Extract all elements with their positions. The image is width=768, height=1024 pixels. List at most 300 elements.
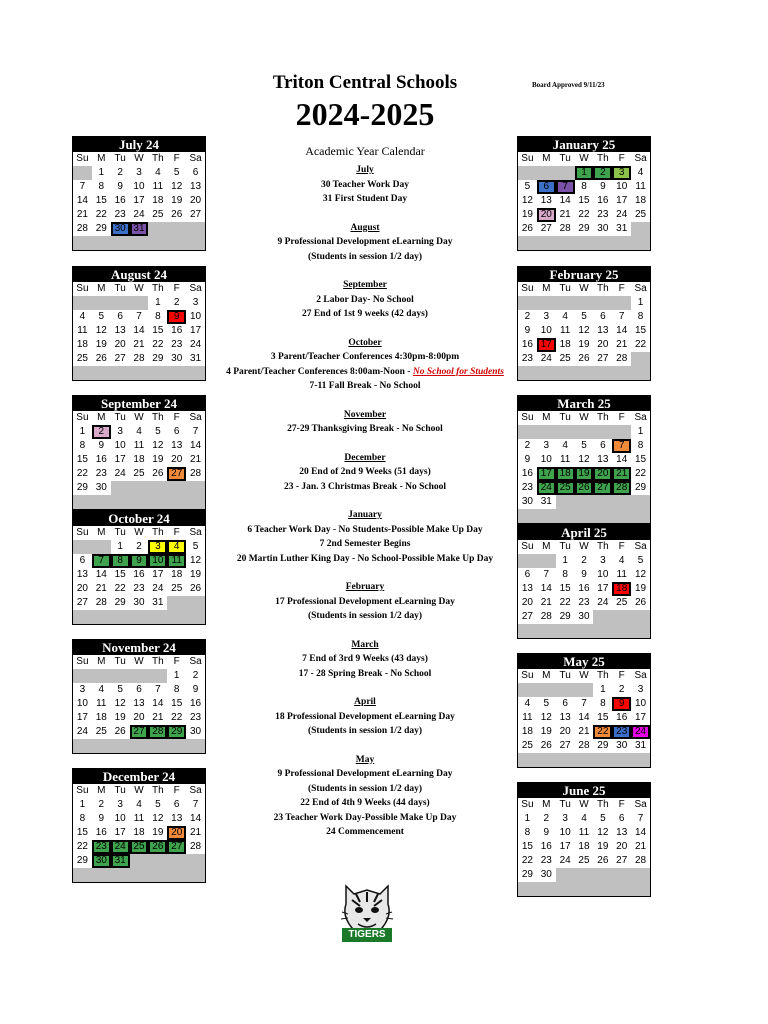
calendar-day: 18 — [130, 826, 149, 840]
calendar-day: 14 — [73, 194, 92, 208]
calendar-day: 18 — [167, 568, 186, 582]
weekday-header: Sa — [631, 152, 650, 166]
calendar-day: 11 — [612, 568, 631, 582]
calendar-day: 2 — [518, 310, 537, 324]
calendar-empty-cell — [167, 854, 186, 868]
calendar-empty-cell — [73, 296, 92, 310]
calendar-day: 23 — [518, 481, 537, 495]
calendar-day: 13 — [556, 711, 575, 725]
weekday-header: Th — [148, 152, 167, 166]
calendar-footer — [518, 509, 650, 523]
calendar-day: 19 — [148, 826, 167, 840]
calendar-empty-cell — [593, 610, 612, 624]
event-line: 24 Commencement — [326, 827, 404, 837]
calendar-day: 22 — [148, 338, 167, 352]
calendar-day: 10 — [130, 180, 149, 194]
school-title: Triton Central Schools — [272, 72, 458, 93]
calendar-empty-cell — [631, 610, 650, 624]
calendar-day: 2 — [167, 296, 186, 310]
calendar-day: 20 — [111, 338, 130, 352]
calendar-empty-cell — [556, 166, 575, 180]
weekday-header: Sa — [631, 798, 650, 812]
calendar-day: 5 — [575, 439, 594, 453]
calendar-day-highlighted: 30 — [111, 222, 130, 236]
weekday-header: M — [537, 669, 556, 683]
calendar-day: 24 — [148, 582, 167, 596]
calendar-october-24 — [72, 510, 206, 625]
calendar-grid — [518, 152, 650, 236]
event-line: 17 Professional Development eLearning Day — [275, 596, 455, 607]
calendar-day: 13 — [130, 697, 149, 711]
calendar-day: 3 — [111, 798, 130, 812]
calendar-empty-cell — [186, 222, 205, 236]
calendar-day: 26 — [631, 596, 650, 610]
calendar-day: 19 — [537, 725, 556, 739]
calendar-day: 15 — [73, 826, 92, 840]
weekday-header: Su — [73, 411, 92, 425]
calendar-day: 26 — [186, 582, 205, 596]
weekday-header: F — [612, 540, 631, 554]
calendar-day: 18 — [631, 194, 650, 208]
calendar-day: 15 — [73, 453, 92, 467]
calendar-day: 14 — [612, 324, 631, 338]
calendar-empty-cell — [612, 296, 631, 310]
calendar-day: 2 — [575, 554, 594, 568]
calendar-april-25 — [517, 524, 651, 639]
calendar-day: 22 — [73, 467, 92, 481]
event-line: (Students in session 1/2 day) — [307, 783, 423, 794]
weekday-header: F — [167, 411, 186, 425]
calendar-day: 15 — [593, 711, 612, 725]
calendar-day: 23 — [575, 596, 594, 610]
calendar-day: 19 — [92, 338, 111, 352]
weekday-header: F — [167, 526, 186, 540]
calendar-day: 23 — [167, 338, 186, 352]
calendar-empty-cell — [537, 166, 556, 180]
weekday-header: Th — [593, 152, 612, 166]
calendar-day: 7 — [631, 812, 650, 826]
calendar-day: 5 — [537, 697, 556, 711]
calendar-day: 22 — [575, 208, 594, 222]
event-line: 23 - Jan. 3 Christmas Break - No School — [283, 481, 447, 492]
calendar-day: 25 — [130, 467, 149, 481]
calendar-footer — [73, 366, 205, 380]
calendar-day: 24 — [537, 352, 556, 366]
calendar-day: 10 — [556, 826, 575, 840]
calendar-empty-cell — [612, 495, 631, 509]
calendar-day: 3 — [537, 310, 556, 324]
calendar-day: 3 — [537, 439, 556, 453]
weekday-header: Tu — [111, 655, 130, 669]
weekday-header: Tu — [111, 784, 130, 798]
calendar-day: 21 — [148, 711, 167, 725]
calendar-day: 30 — [612, 739, 631, 753]
calendar-day-highlighted: 18 — [556, 467, 575, 481]
calendar-empty-cell — [612, 610, 631, 624]
calendar-footer — [73, 495, 205, 509]
calendar-december-24 — [72, 768, 206, 883]
calendar-day: 24 — [130, 208, 149, 222]
calendar-day: 6 — [130, 683, 149, 697]
calendar-day: 6 — [73, 554, 92, 568]
calendar-day-highlighted: 2 — [593, 166, 612, 180]
calendar-day: 18 — [556, 338, 575, 352]
calendar-day: 23 — [130, 582, 149, 596]
event-month-heading: November — [343, 409, 387, 420]
event-line: 18 Professional Development eLearning Day — [275, 711, 455, 722]
weekday-header: Tu — [556, 152, 575, 166]
weekday-header: M — [537, 152, 556, 166]
weekday-header: Tu — [556, 669, 575, 683]
calendar-day: 17 — [148, 568, 167, 582]
calendar-day: 8 — [631, 310, 650, 324]
calendar-day: 7 — [130, 310, 149, 324]
calendar-day: 17 — [111, 453, 130, 467]
calendar-day: 19 — [111, 711, 130, 725]
calendar-day: 6 — [593, 310, 612, 324]
calendar-day: 24 — [111, 467, 130, 481]
calendar-title: March 25 — [518, 396, 650, 411]
calendar-day: 5 — [575, 310, 594, 324]
calendar-day: 13 — [612, 826, 631, 840]
calendar-day: 7 — [186, 798, 205, 812]
calendar-empty-cell — [631, 222, 650, 236]
calendar-empty-cell — [73, 669, 92, 683]
calendar-day: 29 — [593, 739, 612, 753]
calendar-day: 12 — [148, 812, 167, 826]
calendar-empty-cell — [186, 596, 205, 610]
weekday-header: Sa — [186, 411, 205, 425]
calendar-empty-cell — [575, 868, 594, 882]
calendar-day: 17 — [186, 324, 205, 338]
calendar-day: 9 — [593, 180, 612, 194]
calendar-day-highlighted: 7 — [92, 554, 111, 568]
calendar-day: 14 — [631, 826, 650, 840]
calendar-day: 26 — [148, 467, 167, 481]
calendar-day: 13 — [73, 568, 92, 582]
calendar-day: 22 — [111, 582, 130, 596]
calendar-day: 18 — [73, 338, 92, 352]
calendar-day: 14 — [575, 711, 594, 725]
calendar-day: 14 — [186, 812, 205, 826]
calendar-day: 27 — [593, 352, 612, 366]
weekday-header: M — [92, 655, 111, 669]
calendar-day: 7 — [186, 425, 205, 439]
calendar-day: 30 — [593, 222, 612, 236]
calendar-title: December 24 — [73, 769, 205, 784]
calendar-grid — [73, 526, 205, 610]
calendar-day: 29 — [518, 868, 537, 882]
weekday-header: Tu — [556, 798, 575, 812]
weekday-header: Tu — [556, 540, 575, 554]
calendar-day: 16 — [130, 568, 149, 582]
calendar-day: 6 — [518, 568, 537, 582]
calendar-day: 21 — [92, 582, 111, 596]
calendar-day: 11 — [556, 453, 575, 467]
calendar-day-highlighted: 18 — [612, 582, 631, 596]
calendar-grid — [518, 669, 650, 753]
calendar-day: 8 — [92, 180, 111, 194]
calendar-day: 15 — [148, 324, 167, 338]
weekday-header: Su — [518, 282, 537, 296]
calendar-empty-cell — [575, 683, 594, 697]
event-month-heading: August — [350, 222, 380, 233]
weekday-header: Th — [593, 669, 612, 683]
calendar-day: 13 — [593, 324, 612, 338]
event-line: 30 Teacher Work Day — [320, 179, 410, 190]
calendar-day: 25 — [167, 582, 186, 596]
calendar-empty-cell — [111, 669, 130, 683]
calendar-day: 30 — [575, 610, 594, 624]
calendar-day: 9 — [575, 568, 594, 582]
calendar-day: 15 — [167, 697, 186, 711]
calendar-day: 14 — [186, 439, 205, 453]
calendar-day: 18 — [518, 725, 537, 739]
calendar-day: 26 — [92, 352, 111, 366]
calendar-day: 5 — [631, 554, 650, 568]
event-month-heading: March — [351, 639, 379, 650]
calendar-grid — [518, 411, 650, 509]
calendar-day: 2 — [111, 166, 130, 180]
calendar-day: 26 — [167, 208, 186, 222]
weekday-header: F — [612, 411, 631, 425]
calendar-day: 10 — [186, 310, 205, 324]
calendar-empty-cell — [167, 596, 186, 610]
calendar-empty-cell — [92, 296, 111, 310]
calendar-day: 4 — [148, 166, 167, 180]
calendar-day: 8 — [593, 697, 612, 711]
calendar-day: 30 — [167, 352, 186, 366]
weekday-header: Su — [518, 152, 537, 166]
calendar-day: 24 — [186, 338, 205, 352]
calendar-day: 12 — [518, 194, 537, 208]
calendar-empty-cell — [148, 669, 167, 683]
calendar-day-highlighted: 3 — [148, 540, 167, 554]
calendar-day: 29 — [111, 596, 130, 610]
calendar-grid — [73, 282, 205, 366]
calendar-empty-cell — [148, 222, 167, 236]
calendar-day: 29 — [73, 854, 92, 868]
weekday-header: Tu — [111, 282, 130, 296]
calendar-day: 27 — [186, 208, 205, 222]
weekday-header: M — [92, 282, 111, 296]
weekday-header: Th — [148, 411, 167, 425]
calendar-footer — [518, 753, 650, 767]
calendar-day: 16 — [111, 194, 130, 208]
calendar-grid — [73, 411, 205, 495]
logo-text: TIGERS — [348, 929, 386, 940]
calendar-day: 16 — [92, 453, 111, 467]
calendar-day: 21 — [186, 826, 205, 840]
event-month-heading: December — [344, 452, 386, 463]
calendar-day-highlighted: 27 — [167, 467, 186, 481]
calendar-day: 19 — [593, 840, 612, 854]
weekday-header: Th — [148, 526, 167, 540]
calendar-day: 3 — [556, 812, 575, 826]
calendar-day: 22 — [631, 338, 650, 352]
calendar-empty-cell — [518, 554, 537, 568]
calendar-empty-cell — [186, 854, 205, 868]
calendar-day: 23 — [186, 711, 205, 725]
calendar-march-25 — [517, 395, 651, 524]
calendar-day: 16 — [593, 194, 612, 208]
event-line: 9 Professional Development eLearning Day — [277, 769, 453, 779]
calendar-day: 25 — [612, 596, 631, 610]
event-line: 31 First Student Day — [322, 194, 408, 204]
calendar-day: 31 — [631, 739, 650, 753]
calendar-empty-cell — [518, 425, 537, 439]
calendar-empty-cell — [575, 296, 594, 310]
calendar-day: 25 — [575, 854, 594, 868]
calendar-empty-cell — [575, 425, 594, 439]
calendar-footer — [73, 236, 205, 250]
calendar-day: 27 — [612, 854, 631, 868]
calendar-day: 21 — [631, 840, 650, 854]
calendar-empty-cell — [518, 166, 537, 180]
weekday-header: Su — [518, 669, 537, 683]
event-line: 6 Teacher Work Day - No Students-Possible Make Up Day — [247, 524, 483, 535]
calendar-day: 26 — [593, 854, 612, 868]
calendar-day: 8 — [148, 310, 167, 324]
calendar-empty-cell — [537, 554, 556, 568]
calendar-day: 4 — [92, 683, 111, 697]
calendar-day: 10 — [537, 324, 556, 338]
calendar-empty-cell — [73, 540, 92, 554]
calendar-day: 19 — [186, 568, 205, 582]
calendar-empty-cell — [186, 481, 205, 495]
weekday-header: F — [167, 655, 186, 669]
event-line-text: 4 Parent/Teacher Conferences 8:00am-Noon - — [226, 366, 413, 377]
weekday-header: W — [130, 526, 149, 540]
year-title: 2024-2025 — [295, 96, 435, 132]
calendar-day: 21 — [186, 453, 205, 467]
calendar-day: 5 — [148, 425, 167, 439]
calendar-day: 30 — [130, 596, 149, 610]
calendar-empty-cell — [130, 669, 149, 683]
calendar-day: 19 — [148, 453, 167, 467]
calendar-day: 13 — [593, 453, 612, 467]
calendar-day: 18 — [130, 453, 149, 467]
calendar-day: 4 — [631, 166, 650, 180]
calendar-grid — [518, 540, 650, 624]
calendar-title: September 24 — [73, 396, 205, 411]
calendar-day: 4 — [130, 425, 149, 439]
calendar-subtitle: Academic Year Calendar — [305, 144, 425, 158]
calendar-day: 20 — [593, 338, 612, 352]
calendar-day: 16 — [612, 711, 631, 725]
event-line: 2 Labor Day- No School — [316, 294, 414, 305]
weekday-header: M — [537, 798, 556, 812]
calendar-day: 3 — [111, 425, 130, 439]
calendar-day: 23 — [593, 208, 612, 222]
calendar-day: 12 — [148, 439, 167, 453]
calendar-day: 26 — [518, 222, 537, 236]
calendar-day: 5 — [111, 683, 130, 697]
weekday-header: F — [612, 282, 631, 296]
weekday-header: M — [92, 152, 111, 166]
calendar-empty-cell — [518, 683, 537, 697]
calendar-day: 4 — [130, 798, 149, 812]
weekday-header: M — [92, 411, 111, 425]
calendar-day: 18 — [92, 711, 111, 725]
calendar-empty-cell — [537, 296, 556, 310]
weekday-header: F — [612, 798, 631, 812]
calendar-day: 10 — [593, 568, 612, 582]
calendar-day: 26 — [537, 739, 556, 753]
calendar-day: 11 — [130, 439, 149, 453]
calendar-day-highlighted: 17 — [537, 338, 556, 352]
calendar-empty-cell — [556, 296, 575, 310]
calendar-grid — [518, 798, 650, 882]
calendar-empty-cell — [148, 854, 167, 868]
calendar-day: 10 — [631, 697, 650, 711]
calendar-day: 1 — [556, 554, 575, 568]
weekday-header: Th — [593, 798, 612, 812]
calendar-day: 20 — [556, 725, 575, 739]
calendar-title: May 25 — [518, 654, 650, 669]
calendar-day: 19 — [575, 338, 594, 352]
calendar-empty-cell — [148, 481, 167, 495]
calendar-day: 17 — [130, 194, 149, 208]
calendar-footer — [73, 610, 205, 624]
calendar-day: 1 — [631, 296, 650, 310]
calendar-day: 22 — [167, 711, 186, 725]
calendar-day: 6 — [186, 166, 205, 180]
calendar-day: 28 — [612, 352, 631, 366]
calendar-day: 6 — [593, 439, 612, 453]
weekday-header: Tu — [556, 411, 575, 425]
calendar-day-highlighted: 22 — [593, 725, 612, 739]
calendar-day: 24 — [556, 854, 575, 868]
calendar-day: 20 — [167, 453, 186, 467]
weekday-header: W — [575, 282, 594, 296]
calendar-day: 22 — [73, 840, 92, 854]
calendar-empty-cell — [92, 669, 111, 683]
calendar-day-highlighted: 10 — [148, 554, 167, 568]
weekday-header: W — [575, 798, 594, 812]
calendar-day: 14 — [612, 453, 631, 467]
calendar-day-highlighted: 23 — [92, 840, 111, 854]
calendar-day-highlighted: 31 — [111, 854, 130, 868]
calendar-day: 29 — [92, 222, 111, 236]
calendar-day: 28 — [537, 610, 556, 624]
calendar-day-highlighted: 7 — [612, 439, 631, 453]
calendar-day: 2 — [186, 669, 205, 683]
calendar-day: 20 — [130, 711, 149, 725]
calendar-day-highlighted: 27 — [593, 481, 612, 495]
calendar-september-24 — [72, 395, 206, 510]
calendar-day: 28 — [186, 467, 205, 481]
calendar-day: 4 — [73, 310, 92, 324]
calendar-day: 16 — [518, 338, 537, 352]
calendar-day: 12 — [111, 697, 130, 711]
calendar-day-highlighted: 27 — [130, 725, 149, 739]
calendar-day: 4 — [556, 310, 575, 324]
calendar-day-highlighted: 7 — [556, 180, 575, 194]
calendar-day: 22 — [631, 467, 650, 481]
calendar-day: 24 — [73, 725, 92, 739]
calendar-day: 4 — [575, 812, 594, 826]
calendar-day-highlighted: 1 — [575, 166, 594, 180]
calendar-day: 7 — [148, 683, 167, 697]
calendar-day: 21 — [556, 208, 575, 222]
calendar-empty-cell — [556, 425, 575, 439]
weekday-header: W — [575, 411, 594, 425]
calendar-day-highlighted: 20 — [537, 208, 556, 222]
weekday-header: Sa — [631, 282, 650, 296]
calendar-day-highlighted: 28 — [148, 725, 167, 739]
calendar-empty-cell — [73, 166, 92, 180]
